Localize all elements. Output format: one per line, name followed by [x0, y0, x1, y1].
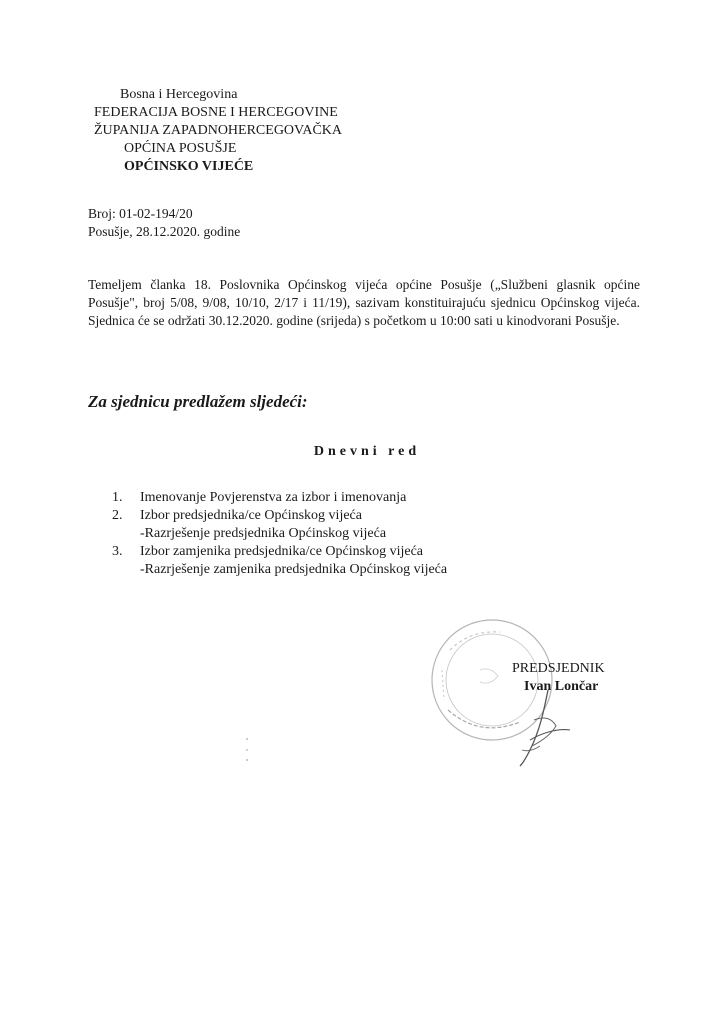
council-line: OPĆINSKO VIJEĆE	[124, 159, 254, 174]
agenda-item-number: 1.	[112, 490, 123, 505]
agenda-subitem-2: -Razrješenje predsjednika Općinskog vijeća	[140, 526, 387, 541]
agenda-subitem-3: -Razrješenje zamjenika predsjednika Općinskog vijeća	[140, 562, 448, 577]
agenda-item-text: Imenovanje Povjerenstva za izbor i imenovanja	[140, 490, 407, 505]
intro-paragraph: Temeljem članka 18. Poslovnika Općinskog vijeća općine Posušje („Službeni glasnik općine Posušje", broj 5/08, 9/08, 10/10, 2/17 i 11/19), sazivam konstituirajuću sjednicu Općinskog vijeća. Sjednica će se održati 30.12.2020. godine (srijeda) s početkom u 10:00 sati u kinodvorani Posušje.	[88, 277, 640, 328]
agenda-item-text: Izbor predsjednika/ce Općinskog vijeća	[140, 508, 362, 523]
signatory-name: Ivan Lončar	[524, 679, 599, 694]
federation-line: FEDERACIJA BOSNE I HERCEGOVINE	[94, 105, 338, 120]
agenda-item-3	[112, 543, 447, 561]
agenda-title: Dnevni red	[313, 444, 421, 459]
agenda-list	[112, 489, 447, 579]
agenda-item-1	[112, 489, 447, 507]
reference-block	[88, 205, 240, 241]
reference-date: Posušje, 28.12.2020. godine	[88, 224, 241, 239]
document-header	[94, 86, 342, 176]
country-line: Bosna i Hercegovina	[120, 87, 238, 102]
signatory-role: PREDSJEDNIK	[512, 661, 605, 676]
proposal-heading: Za sjednicu predlažem sljedeći:	[88, 392, 308, 411]
agenda-item-2	[112, 507, 447, 525]
agenda-item-number: 2.	[112, 508, 123, 523]
scan-speck	[246, 738, 248, 762]
reference-number: Broj: 01-02-194/20	[88, 206, 193, 221]
municipality-line: OPĆINA POSUŠJE	[124, 141, 237, 156]
agenda-item-number: 3.	[112, 544, 123, 559]
county-line: ŽUPANIJA ZAPADNOHERCEGOVAČKA	[94, 123, 343, 138]
signature-block	[512, 660, 605, 696]
agenda-item-text: Izbor zamjenika predsjednika/ce Općinskog vijeća	[140, 544, 423, 559]
